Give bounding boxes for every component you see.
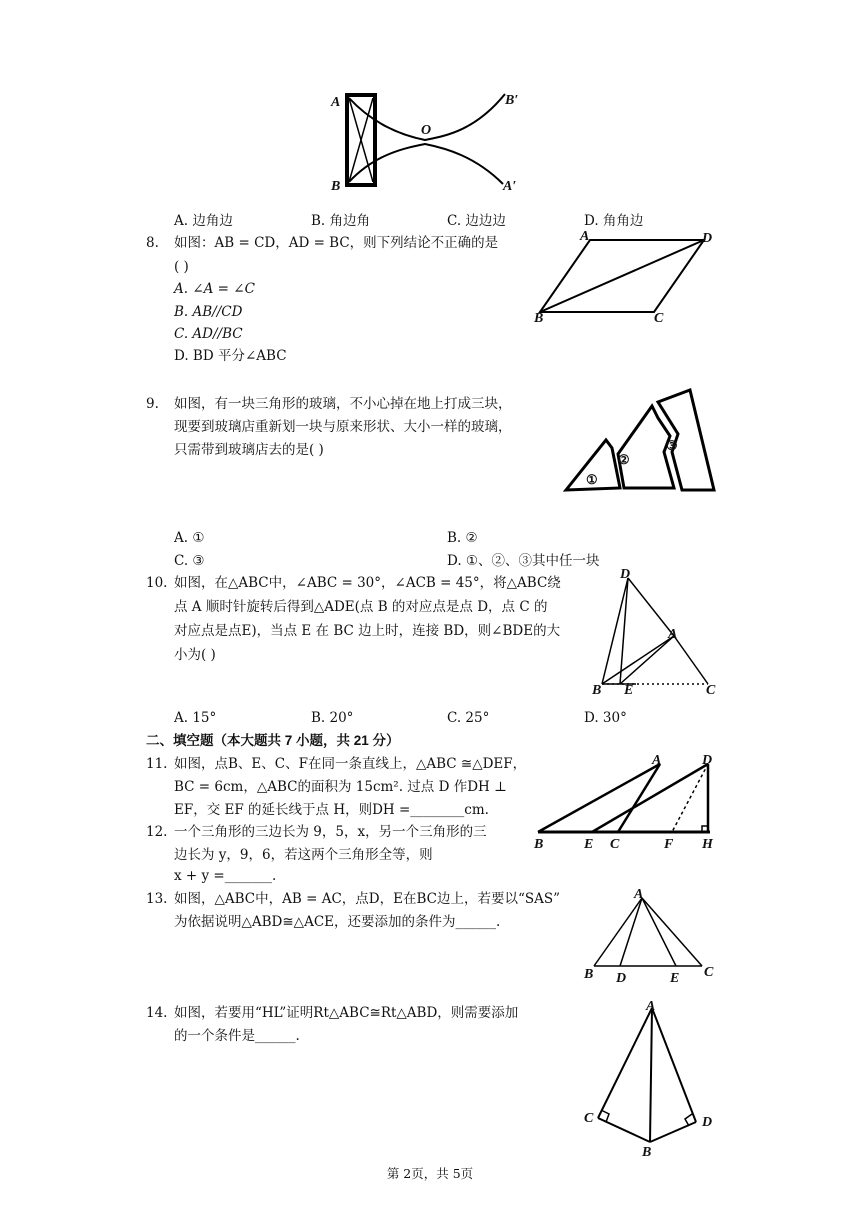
q9-stem-line-1: 如图，有一块三角形的玻璃，不小心掉在地上打成三块，	[174, 396, 512, 412]
q9-option-b: B. ②	[447, 530, 478, 546]
q7-label-b-prime: B′	[505, 93, 519, 108]
q12-stem-line-2: 边长为 y，9，6，若这两个三角形全等，则	[174, 847, 433, 863]
q12-stem-line-3: x + y =_______.	[174, 868, 277, 884]
q12-number: 12.	[146, 824, 168, 840]
q11-label-a: A	[652, 753, 662, 768]
q7-option-c: C. 边边边	[447, 213, 506, 229]
page-footer: 第 2页，共 5页	[386, 1166, 474, 1181]
q9-figure	[560, 388, 720, 498]
q10-stem-line-4: 小为( )	[174, 647, 216, 663]
q11-stem-line-2: BC = 6cm，△ABC的面积为 15cm². 过点 D 作DH ⊥	[174, 779, 507, 795]
q13-stem-line-1: 如图，△ABC中，AB = AC，点D，E在BC边上，若要以“SAS”	[174, 891, 561, 907]
q10-option-c: C. 25°	[447, 710, 490, 726]
q8-label-b: B	[534, 311, 544, 326]
q14-figure	[580, 996, 720, 1161]
q14-label-d: D	[702, 1115, 713, 1130]
q9-piece-2: ②	[618, 452, 630, 467]
q10-stem-line-1: 如图，在△ABC中，∠ABC = 30°，∠ACB = 45°，将△ABC绕	[174, 575, 561, 591]
q8-stem-line-2: ( )	[174, 259, 189, 275]
q14-label-b: B	[642, 1145, 652, 1160]
q7-option-a: A. 边角边	[174, 213, 233, 229]
q13-label-c: C	[704, 965, 714, 980]
q7-option-d: D. 角角边	[584, 213, 644, 229]
q14-number: 14.	[146, 1005, 168, 1021]
q9-piece-1: ①	[586, 472, 598, 487]
q11-label-b: B	[534, 837, 544, 852]
q14-label-a: A	[646, 999, 656, 1014]
q9-option-a: A. ①	[174, 530, 205, 546]
q11-figure	[530, 750, 720, 854]
q7-label-a: A	[331, 95, 341, 110]
q11-label-f: F	[664, 837, 674, 852]
q9-number: 9.	[146, 396, 159, 412]
q10-option-d: D. 30°	[584, 710, 627, 726]
q8-option-b: B. AB//CD	[174, 304, 243, 320]
q13-figure	[580, 884, 720, 984]
q7-label-o: O	[421, 123, 432, 138]
q10-label-d: D	[620, 567, 631, 582]
q10-label-c: C	[706, 683, 716, 698]
q8-option-c: C. AD//BC	[174, 326, 243, 342]
q8-number: 8.	[146, 235, 159, 251]
q8-option-a: A. ∠A = ∠C	[174, 281, 255, 297]
q14-stem-line-2: 的一个条件是______.	[174, 1028, 300, 1044]
q9-option-d: D. ①、②、③其中任一块	[447, 553, 600, 569]
q11-label-d: D	[702, 753, 713, 768]
q10-figure	[588, 566, 728, 698]
q8-label-a: A	[580, 229, 590, 244]
q8-option-d: D. BD 平分∠ABC	[174, 348, 287, 364]
q10-stem-line-3: 对应点是点E)，当点 E 在 BC 边上时，连接 BD，则∠BDE的大	[174, 623, 561, 639]
q11-number: 11.	[146, 756, 168, 772]
q7-option-b: B. 角边角	[311, 213, 371, 229]
q10-option-a: A. 15°	[174, 710, 217, 726]
q14-label-c: C	[584, 1111, 594, 1126]
q11-stem-line-3: EF，交 EF 的延长线于点 H，则DH =________cm.	[174, 802, 489, 818]
q7-figure	[325, 86, 555, 196]
q11-label-h: H	[702, 837, 713, 852]
q11-label-c: C	[610, 837, 620, 852]
q8-label-c: C	[654, 311, 664, 326]
q10-label-e: E	[624, 683, 634, 698]
q8-figure	[530, 226, 730, 326]
q10-stem-line-2: 点 A 顺时针旋转后得到△ADE(点 B 的对应点是点 D，点 C 的	[174, 599, 548, 615]
q13-stem-line-2: 为依据说明△ABD≅△ACE，还要添加的条件为______.	[174, 914, 501, 930]
q9-stem-line-3: 只需带到玻璃店去的是( )	[174, 442, 324, 458]
q13-number: 13.	[146, 891, 168, 907]
q13-label-a: A	[634, 887, 644, 902]
q7-label-a-prime: A′	[503, 179, 517, 194]
q13-label-d: D	[616, 971, 627, 986]
section-2-title: 二、填空题（本大题共 7 小题，共 21 分）	[146, 733, 400, 748]
q8-label-d: D	[702, 231, 713, 246]
q10-number: 10.	[146, 575, 168, 591]
q10-option-b: B. 20°	[311, 710, 354, 726]
q9-stem-line-2: 现要到玻璃店重新划一块与原来形状、大小一样的玻璃，	[174, 419, 512, 435]
q11-label-e: E	[584, 837, 594, 852]
q8-stem-line-1: 如图：AB = CD，AD = BC，则下列结论不正确的是	[174, 235, 499, 251]
q13-label-e: E	[670, 971, 680, 986]
q14-stem-line-1: 如图，若要用“HL”证明Rt△ABC≅Rt△ABD，则需要添加	[174, 1005, 519, 1021]
q10-label-a: A	[668, 627, 678, 642]
q12-stem-line-1: 一个三角形的三边长为 9，5，x，另一个三角形的三	[174, 824, 487, 840]
q11-stem-line-1: 如图，点B、E、C、F在同一条直线上，△ABC ≅△DEF，	[174, 756, 527, 772]
q7-label-b: B	[331, 179, 341, 194]
q10-label-b: B	[592, 683, 602, 698]
q9-piece-3: ③	[666, 438, 678, 453]
q9-option-c: C. ③	[174, 553, 205, 569]
q13-label-b: B	[584, 967, 594, 982]
